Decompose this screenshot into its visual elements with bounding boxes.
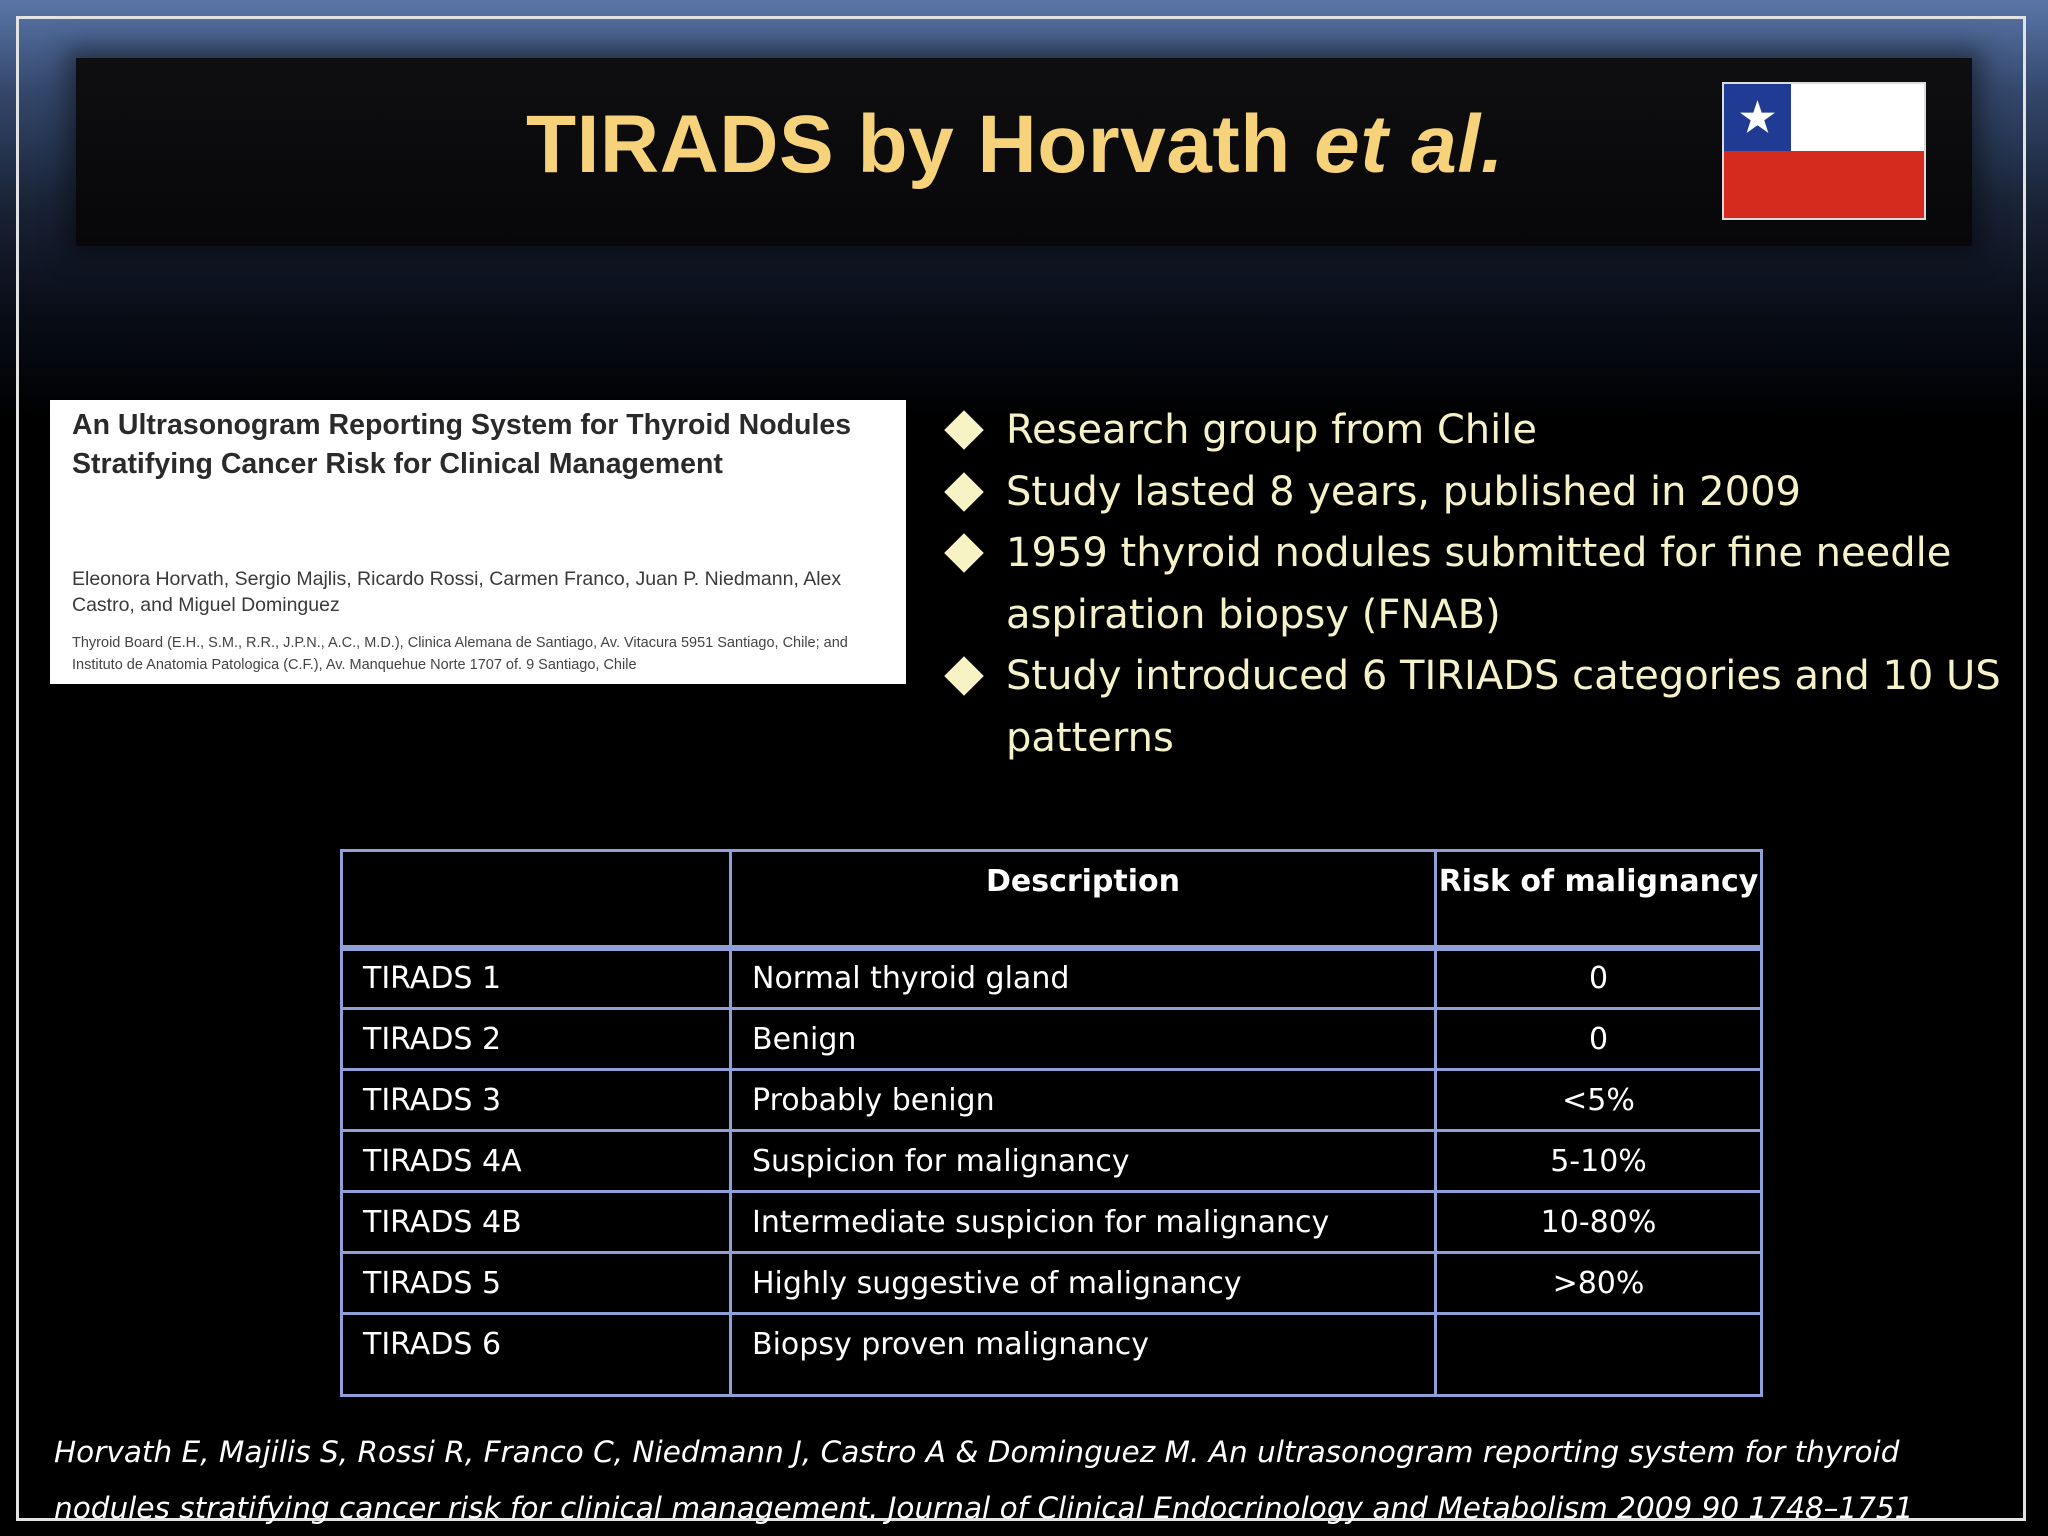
cell-description: Probably benign bbox=[731, 1070, 1436, 1131]
reference-citation: Horvath E, Majilis S, Rossi R, Franco C, Niedmann J, Castro A & Dominguez M. An ultrasonogram reporting system for thyroid nodules stratifying cancer risk for clinical management. Journal of Clinical Endocrinology and Metabolism 2009 90 1748–1751 bbox=[54, 1435, 1914, 1525]
cell-category: TIRADS 4A bbox=[342, 1131, 731, 1192]
flag-red-band bbox=[1724, 151, 1924, 218]
bullet-item bbox=[944, 462, 2004, 524]
key-points-list bbox=[944, 400, 2004, 769]
cell-category: TIRADS 6 bbox=[342, 1314, 731, 1396]
bullet-item bbox=[944, 523, 2004, 646]
cell-description: Biopsy proven malignancy bbox=[731, 1314, 1436, 1396]
diamond-bullet-icon bbox=[944, 410, 984, 450]
cell-risk bbox=[1436, 1314, 1762, 1396]
cell-category: TIRADS 1 bbox=[342, 948, 731, 1009]
chile-flag-graphic bbox=[1724, 84, 1924, 218]
table-row bbox=[342, 948, 1762, 1009]
table-row bbox=[342, 1253, 1762, 1314]
table-row bbox=[342, 1070, 1762, 1131]
paper-affiliation: Thyroid Board (E.H., S.M., R.R., J.P.N., A.C., M.D.), Clinica Alemana de Santiago, Av. Vitacura 5951 Santiago, Chile; and Instituto de Anatomia Patologica (C.F.), Av. Manquehue Norte 1707 of. 9 Santiago, Chile bbox=[72, 635, 848, 673]
cell-category: TIRADS 4B bbox=[342, 1192, 731, 1253]
paper-header-card bbox=[50, 400, 906, 684]
cell-risk: <5% bbox=[1436, 1070, 1762, 1131]
cell-risk: 0 bbox=[1436, 948, 1762, 1009]
cell-category: TIRADS 2 bbox=[342, 1009, 731, 1070]
header-category bbox=[342, 851, 731, 948]
tirads-table bbox=[340, 849, 1763, 1397]
bullet-text: Study introduced 6 TIRIADS categories and 10 US patterns bbox=[1006, 653, 2001, 761]
table-row bbox=[342, 1192, 1762, 1253]
bullet-text: Research group from Chile bbox=[1006, 407, 1537, 453]
diamond-bullet-icon bbox=[944, 472, 984, 512]
cell-risk: 5-10% bbox=[1436, 1131, 1762, 1192]
paper-authors: Eleonora Horvath, Sergio Majlis, Ricardo Rossi, Carmen Franco, Juan P. Niedmann, Alex Castro, and Miguel Dominguez bbox=[72, 568, 842, 616]
bullet-item bbox=[944, 400, 2004, 462]
bullet-text: Study lasted 8 years, published in 2009 bbox=[1006, 468, 1801, 515]
cell-description: Highly suggestive of malignancy bbox=[731, 1253, 1436, 1314]
bullet-text: 1959 thyroid nodules submitted for fine needle aspiration biopsy (FNAB) bbox=[1006, 530, 1952, 638]
chile-flag-icon bbox=[1722, 82, 1926, 220]
paper-title: An Ultrasonogram Reporting System for Thyroid Nodules Stratifying Cancer Risk for Clinical Management bbox=[72, 409, 852, 480]
cell-category: TIRADS 3 bbox=[342, 1070, 731, 1131]
title-main: TIRADS by Horvath bbox=[526, 99, 1291, 190]
header-description: Description bbox=[731, 851, 1436, 948]
bullet-item bbox=[944, 646, 2004, 769]
cell-description: Normal thyroid gland bbox=[731, 948, 1436, 1009]
cell-risk: >80% bbox=[1436, 1253, 1762, 1314]
cell-description: Suspicion for malignancy bbox=[731, 1131, 1436, 1192]
diamond-bullet-icon bbox=[944, 656, 984, 696]
table-row bbox=[342, 1314, 1762, 1396]
cell-risk: 10-80% bbox=[1436, 1192, 1762, 1253]
header-risk: Risk of malignancy bbox=[1436, 851, 1762, 948]
cell-description: Benign bbox=[731, 1009, 1436, 1070]
table-header-row bbox=[342, 851, 1762, 948]
table-row bbox=[342, 1131, 1762, 1192]
title-italic: et al. bbox=[1314, 99, 1504, 190]
table-row bbox=[342, 1009, 1762, 1070]
cell-risk: 0 bbox=[1436, 1009, 1762, 1070]
cell-category: TIRADS 5 bbox=[342, 1253, 731, 1314]
diamond-bullet-icon bbox=[944, 533, 984, 573]
cell-description: Intermediate suspicion for malignancy bbox=[731, 1192, 1436, 1253]
